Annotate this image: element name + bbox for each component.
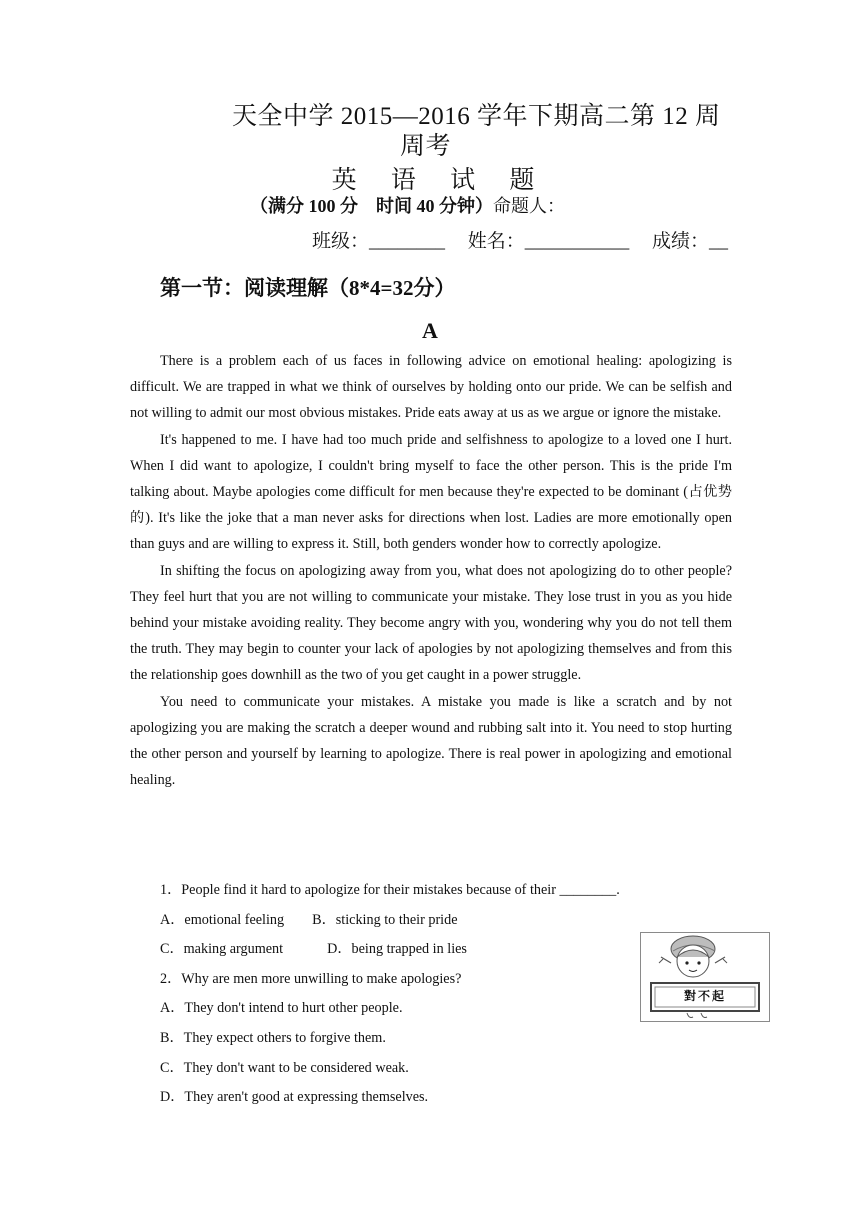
option-1a: A．emotional feeling: [160, 911, 285, 928]
exam-title-line2: 周考: [400, 133, 452, 160]
question-1-options-row2: [160, 935, 630, 965]
setter-label: 命题人：: [493, 196, 565, 216]
option-2a: A．They don't intend to hurt other people.: [160, 1000, 403, 1017]
student-info-line: [312, 226, 746, 253]
option-1d: D．being trapped in lies: [327, 941, 467, 958]
score-time-line: [250, 192, 565, 218]
section-title: 第一节：阅读理解（8*4=32分）: [160, 276, 456, 300]
score-time: （满分 100 分 时间 40 分钟）: [250, 196, 493, 216]
option-2b: B．They expect others to forgive them.: [160, 1029, 386, 1046]
passage-letter: A: [422, 318, 438, 343]
option-2c: C．They don't want to be considered weak.: [160, 1059, 409, 1076]
paragraph-4: You need to communicate your mistakes. A mistake you made is like a scratch and by not apologizing you are making the scratch a deeper wound and rubbing salt into it. You need to stop hurting the other person and yourself by learning to apologize. There is real power in apologizing and emotional healing.: [130, 693, 732, 789]
reading-passage: [130, 348, 732, 793]
option-1b: B．sticking to their pride: [312, 911, 458, 928]
paragraph-2: It's happened to me. I have had too much pride and selfishness to apologize to a loved one I hurt. When I did want to apologize, I couldn't bring myself to face the other person. This is the pride I'm talking about. Maybe apologies come difficult for men because they're expected to be dominant (占优势的). It's like the joke that a man never asks for directions when lost. Ladies are more emotionally open than guys and are willing to express it. Still, both genders wonder how to correctly apologize.: [130, 431, 732, 553]
question-1-options-row1: [160, 906, 630, 936]
questions-block: [160, 876, 630, 1113]
option-1c: C．making argument: [160, 941, 284, 958]
option-2d: D．They aren't good at expressing themselves.: [160, 1089, 429, 1106]
question-1: 1．People find it hard to apologize for their mistakes because of their ________.: [160, 882, 620, 898]
question-2: 2．Why are men more unwilling to make apologies?: [160, 970, 462, 987]
grade-field: 成绩：__: [652, 231, 729, 252]
cartoon-character-icon: [641, 933, 769, 1021]
class-field: 班级：________: [312, 231, 446, 252]
exam-title: [232, 102, 732, 162]
subject-title: 英 语 试 题: [331, 167, 549, 194]
paragraph-1: There is a problem each of us faces in following advice on emotional healing: apologizing is difficult. We are trapped in what we think of ourselves by holding onto our pride. We can be selfish and not willing to admit our most obvious mistakes. Pride eats away at us as we argue or ignore the mistake.: [130, 353, 732, 422]
exam-title-line1: 天全中学 2015—2016 学年下期高二第 12 周: [232, 103, 721, 130]
paragraph-3: In shifting the focus on apologizing away from you, what does not apologizing do to other people? They feel hurt that you are not willing to communicate your mistake. They lose trust in you as you hide behind your mistake avoiding reality. They become angry with you, wondering why you do not tell them the truth. They may begin to counter your lack of apologies by not apologizing themselves and from this the relationship goes downhill as the two of you get caught in a power struggle.: [130, 562, 732, 684]
apology-sign-text: 對不起: [683, 989, 726, 1003]
name-field: 姓名：___________: [467, 231, 630, 252]
apology-illustration: [640, 932, 770, 1022]
